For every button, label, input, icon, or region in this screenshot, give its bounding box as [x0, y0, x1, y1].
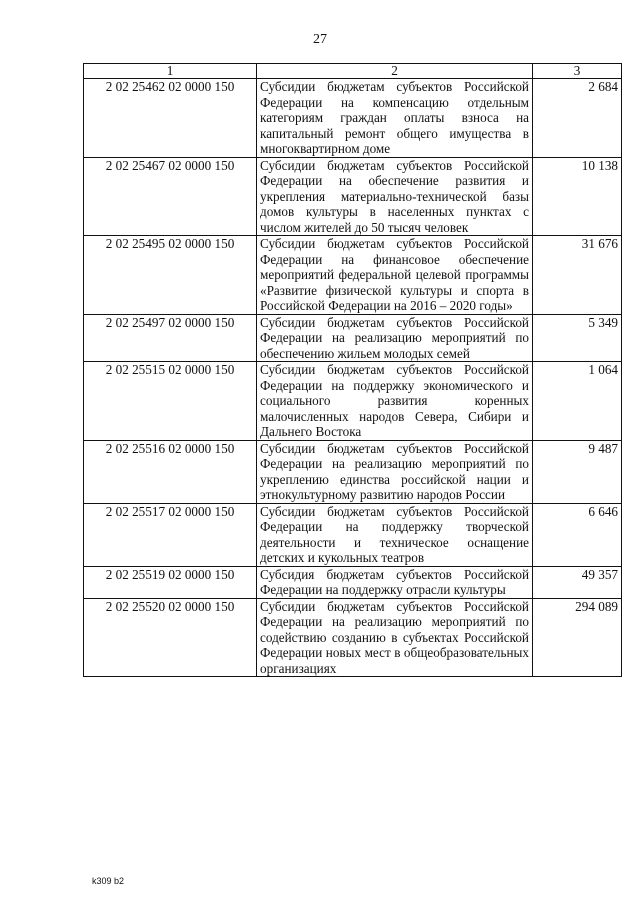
description-cell: Субсидии бюджетам субъектов Российской Федерации на реализацию мероприятий по укреплению единства российской нации и этнокультурному развитию народов России — [257, 440, 533, 503]
amount-cell: 294 089 — [533, 598, 622, 677]
budget-code-cell: 2 02 25515 02 0000 150 — [84, 362, 257, 441]
budget-code-cell: 2 02 25462 02 0000 150 — [84, 79, 257, 158]
table-row — [84, 157, 622, 236]
table-row — [84, 236, 622, 315]
budget-code-cell: 2 02 25467 02 0000 150 — [84, 157, 257, 236]
amount-cell: 2 684 — [533, 79, 622, 158]
budget-code-cell: 2 02 25516 02 0000 150 — [84, 440, 257, 503]
budget-table — [83, 63, 622, 677]
description-cell: Субсидия бюджетам субъектов Российской Федерации на поддержку отрасли культуры — [257, 566, 533, 598]
amount-cell: 1 064 — [533, 362, 622, 441]
amount-cell: 6 646 — [533, 503, 622, 566]
amount-cell: 9 487 — [533, 440, 622, 503]
table-row — [84, 440, 622, 503]
budget-code-cell: 2 02 25519 02 0000 150 — [84, 566, 257, 598]
description-cell: Субсидии бюджетам субъектов Российской Федерации на реализацию мероприятий по обеспечению жильем молодых семей — [257, 314, 533, 362]
table-header — [84, 64, 622, 79]
table-row — [84, 566, 622, 598]
table-row — [84, 598, 622, 677]
header-row — [84, 64, 622, 79]
amount-cell: 31 676 — [533, 236, 622, 315]
description-cell: Субсидии бюджетам субъектов Российской Федерации на компенсацию отдельным категориям граждан оплаты взноса на капитальный ремонт общего имущества в многоквартирном доме — [257, 79, 533, 158]
column-header-1: 1 — [84, 64, 257, 79]
description-cell: Субсидии бюджетам субъектов Российской Федерации на обеспечение развития и укрепления материально-технической базы домов культуры в населенных пунктах с числом жителей до 50 тысяч человек — [257, 157, 533, 236]
amount-cell: 10 138 — [533, 157, 622, 236]
description-cell: Субсидии бюджетам субъектов Российской Федерации на реализацию мероприятий по содействию созданию в субъектах Российской Федерации новых мест в общеобразовательных организациях — [257, 598, 533, 677]
amount-cell: 49 357 — [533, 566, 622, 598]
table-body — [84, 79, 622, 677]
footer-document-code: k309 b2 — [92, 876, 125, 886]
amount-cell: 5 349 — [533, 314, 622, 362]
budget-code-cell: 2 02 25495 02 0000 150 — [84, 236, 257, 315]
budget-code-cell: 2 02 25517 02 0000 150 — [84, 503, 257, 566]
table-row — [84, 79, 622, 158]
description-cell: Субсидии бюджетам субъектов Российской Федерации на финансовое обеспечение мероприятий федеральной целевой программы «Развитие физической культуры и спорта в Российской Федерации на 2016 – 2020 годы» — [257, 236, 533, 315]
description-cell: Субсидии бюджетам субъектов Российской Федерации на поддержку экономического и социального развития коренных малочисленных народов Севера, Сибири и Дальнего Востока — [257, 362, 533, 441]
table-row — [84, 314, 622, 362]
page-number: 27 — [313, 32, 327, 47]
budget-code-cell: 2 02 25497 02 0000 150 — [84, 314, 257, 362]
column-header-3: 3 — [533, 64, 622, 79]
description-cell: Субсидии бюджетам субъектов Российской Федерации на поддержку творческой деятельности и техническое оснащение детских и кукольных театров — [257, 503, 533, 566]
table-row — [84, 503, 622, 566]
column-header-2: 2 — [257, 64, 533, 79]
budget-code-cell: 2 02 25520 02 0000 150 — [84, 598, 257, 677]
table-row — [84, 362, 622, 441]
